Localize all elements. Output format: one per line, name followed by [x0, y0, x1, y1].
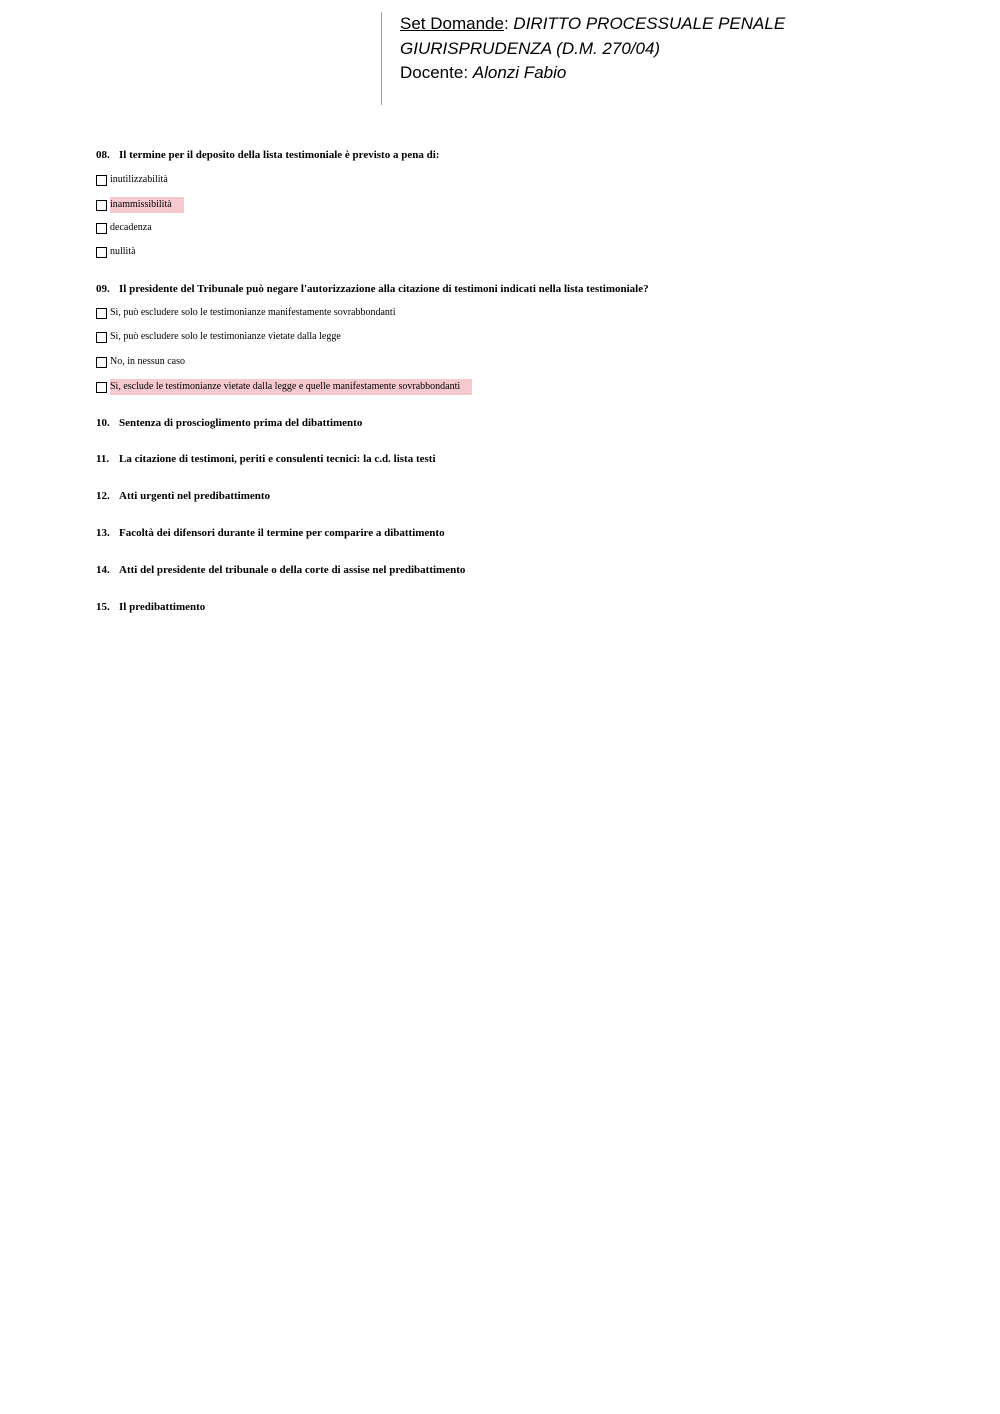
question-text: Atti urgenti nel predibattimento: [119, 490, 271, 502]
teacher-line: [400, 61, 785, 86]
question-12: [96, 490, 270, 502]
question-text: Sentenza di proscioglimento prima del dibattimento: [119, 417, 363, 429]
question-number: 15.: [96, 601, 110, 613]
option-09-b[interactable]: [96, 329, 353, 345]
question-text: Facoltà dei difensori durante il termine per comparire a dibattimento: [119, 527, 445, 539]
question-number: 08.: [96, 149, 110, 161]
question-number: 13.: [96, 527, 110, 539]
question-09: [96, 283, 649, 295]
teacher-label: Docente:: [400, 63, 469, 82]
checkbox[interactable]: [96, 308, 107, 319]
question-number: 11.: [96, 453, 110, 465]
question-number: 14.: [96, 564, 110, 576]
course-line-1: DIRITTO PROCESSUALE PENALE: [513, 14, 786, 33]
course-line-2: GIURISPRUDENZA (D.M. 270/04): [400, 38, 661, 58]
question-text: Atti del presidente del tribunale o della corte di assise nel predibattimento: [119, 564, 466, 576]
set-label: Set Domande: [400, 14, 504, 33]
question-number: 12.: [96, 490, 110, 502]
question-number: 09.: [96, 283, 110, 295]
option-08-a[interactable]: [96, 172, 180, 188]
set-line: [400, 12, 785, 37]
question-number: 10.: [96, 417, 110, 429]
checkbox[interactable]: [96, 200, 107, 211]
checkbox[interactable]: [96, 247, 107, 258]
checkbox[interactable]: [96, 382, 107, 393]
question-10: [96, 417, 362, 429]
question-text: Il termine per il deposito della lista testimoniale è previsto a pena di:: [119, 149, 440, 161]
option-08-c[interactable]: [96, 220, 164, 236]
option-text: Sì, può escludere solo le testimonianze manifestamente sovrabbondanti: [110, 307, 396, 318]
teacher-name: Alonzi Fabio: [472, 63, 567, 82]
question-text: La citazione di testimoni, periti e consulenti tecnici: la c.d. lista testi: [119, 453, 436, 465]
option-08-b[interactable]: [96, 197, 184, 213]
checkbox[interactable]: [96, 357, 107, 368]
question-11: [96, 453, 436, 465]
option-text-correct: inammissibilità: [110, 197, 184, 213]
question-08: [96, 149, 439, 161]
question-13: [96, 527, 445, 539]
question-14: [96, 564, 465, 576]
option-09-d[interactable]: [96, 379, 472, 395]
option-text: nullità: [110, 246, 136, 257]
question-text: Il presidente del Tribunale può negare l'autorizzazione alla citazione di testimoni indicati nella lista testimoniale?: [119, 283, 649, 295]
checkbox[interactable]: [96, 175, 107, 186]
set-separator: :: [503, 14, 509, 33]
option-08-d[interactable]: [96, 244, 148, 260]
option-text: decadenza: [110, 222, 152, 233]
option-text: Sì, può escludere solo le testimonianze vietate dalla legge: [110, 331, 341, 342]
question-15: [96, 601, 205, 613]
option-09-a[interactable]: [96, 305, 407, 321]
option-text: No, in nessun caso: [110, 356, 185, 367]
option-text-correct: Sì, esclude le testimonianze vietate dalla legge e quelle manifestamente sovrabbondanti: [110, 379, 472, 395]
option-09-c[interactable]: [96, 354, 197, 370]
option-text: inutilizzabilità: [110, 174, 168, 185]
document-header: [381, 12, 785, 105]
checkbox[interactable]: [96, 332, 107, 343]
checkbox[interactable]: [96, 223, 107, 234]
question-text: Il predibattimento: [119, 601, 206, 613]
